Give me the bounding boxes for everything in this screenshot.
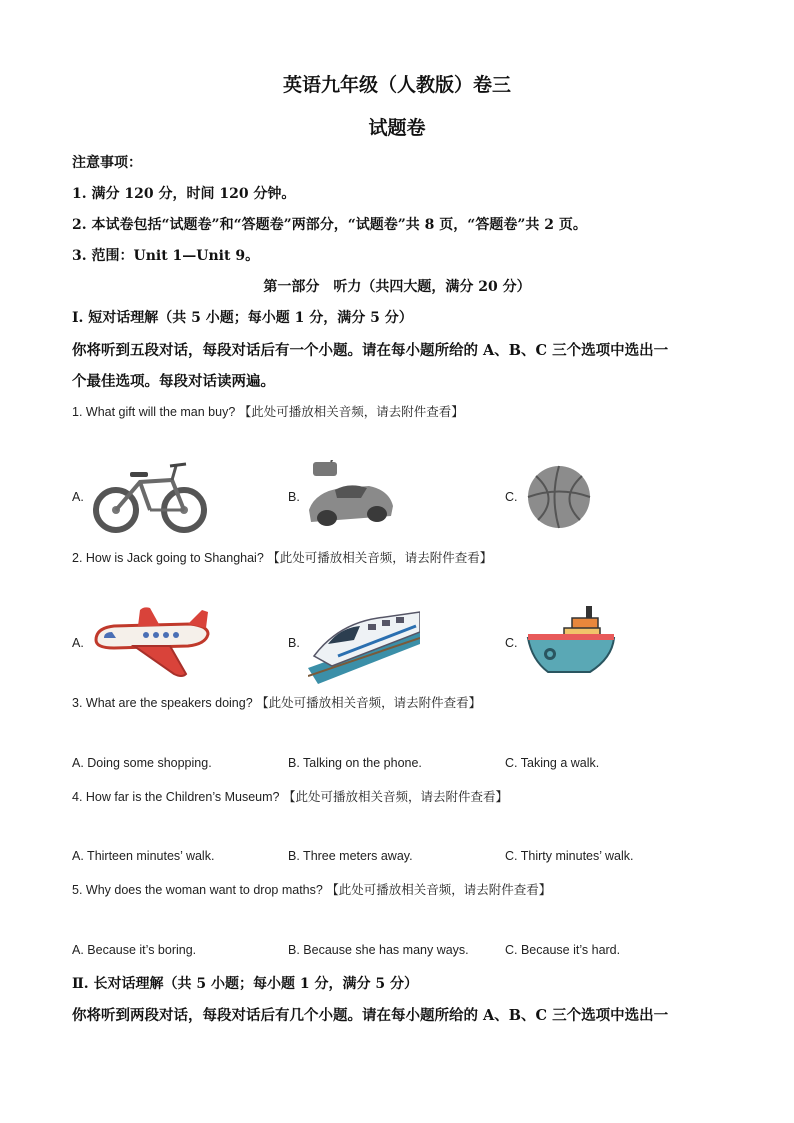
question-2: 2. How is Jack going to Shanghai? 【此处可播放相关音频，请去附件查看】	[72, 551, 493, 565]
section-heading: Ⅱ. 长对话理解（共 5 小题；每小题 1 分，满分 5 分）	[72, 976, 419, 992]
page-title: 英语九年级（人教版）卷三	[282, 74, 511, 96]
notes-heading: 注意事项：	[72, 155, 142, 171]
rc-car-image	[305, 460, 395, 532]
option-b: B. Talking on the phone.	[288, 756, 422, 770]
page-subtitle: 试题卷	[368, 117, 426, 139]
basketball-image	[526, 464, 592, 530]
plane-image	[90, 604, 212, 680]
note-item: 2. 本试卷包括“试题卷”和“答题卷”两部分，“试题卷”共 8 页，“答题卷”共 2 页。	[72, 217, 587, 233]
instruction-text: 你将听到两段对话，每段对话后有几个小题。请在每小题所给的 A、B、C 三个选项中选出一	[72, 1007, 669, 1024]
note-item: 3. 范围：Unit 1—Unit 9。	[72, 248, 260, 264]
option-c: C.	[505, 490, 518, 504]
option-c: C.	[505, 636, 518, 650]
option-b: B. Because she has many ways.	[288, 943, 469, 957]
ship-image	[524, 604, 620, 680]
question-5: 5. Why does the woman want to drop maths? 【此处可播放相关音频，请去附件查看】	[72, 883, 552, 897]
question-3: 3. What are the speakers doing? 【此处可播放相关音频，请去附件查看】	[72, 696, 482, 710]
option-a: A. Thirteen minutes’ walk.	[72, 849, 215, 863]
option-a: A. Doing some shopping.	[72, 756, 212, 770]
option-a: A. Because it’s boring.	[72, 943, 197, 957]
question-4: 4. How far is the Children’s Museum? 【此处可播放相关音频，请去附件查看】	[72, 790, 508, 804]
option-a: A.	[72, 636, 84, 650]
note-item: 1. 满分 120 分，时间 120 分钟。	[72, 186, 296, 202]
option-b: B.	[288, 636, 300, 650]
train-image	[308, 604, 420, 684]
instruction-text: 你将听到五段对话，每段对话后有一个小题。请在每小题所给的 A、B、C 三个选项中选出一	[72, 342, 669, 359]
question-1: 1. What gift will the man buy? 【此处可播放相关音频，请去附件查看】	[72, 405, 464, 419]
option-c: C. Taking a walk.	[505, 756, 600, 770]
option-c: C. Because it’s hard.	[505, 943, 621, 957]
instruction-text: 个最佳选项。每段对话读两遍。	[72, 373, 275, 390]
bicycle-image	[92, 458, 208, 534]
section-heading: Ⅰ. 短对话理解（共 5 小题；每小题 1 分，满分 5 分）	[72, 310, 413, 326]
option-c: C. Thirty minutes’ walk.	[505, 849, 634, 863]
option-b: B.	[288, 490, 300, 504]
part-heading: 第一部分 听力（共四大题，满分 20 分）	[263, 279, 531, 295]
option-a: A.	[72, 490, 84, 504]
option-b: B. Three meters away.	[288, 849, 413, 863]
